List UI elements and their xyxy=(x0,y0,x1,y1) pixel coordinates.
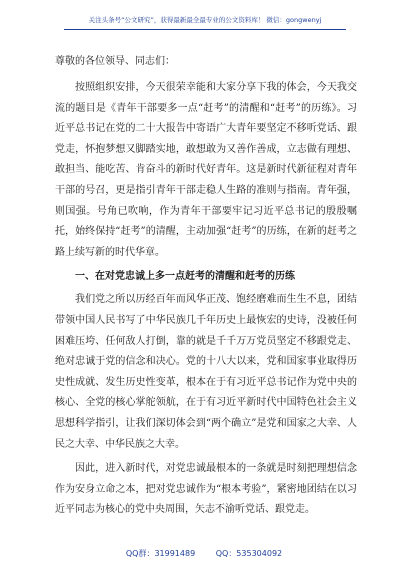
header-banner-text: 关注头条号“公文研究”，获得最新最全最专业的公文资料库！ 微信：gongwenyj xyxy=(88,16,322,24)
header-banner xyxy=(64,12,346,30)
section-paragraph: 因此，进入新时代，对党忠诚最根本的一条就是时刻把理想信念作为安身立命之本，把对党忠诚作为“根本考验”，紧密地团结在以习近平同志为核心的党中央周围，矢志不渝听党话、跟党走。 xyxy=(55,463,357,516)
salutation: 尊敬的各位领导、同志们： xyxy=(55,56,175,67)
footer xyxy=(0,548,408,559)
section-heading: 一、在对党忠诚上多一点赶考的清醒和赶考的历练 xyxy=(75,271,295,283)
document-body xyxy=(55,55,357,525)
section-paragraph: 我们党之所以历经百年而风华正茂、饱经磨难而生生不息，团结带领中国人民书写了中华民族几千年历史上最恢宏的史诗，没被任何困难压垮、任何敌人打倒，靠的就是千千万万党员坚定不移跟党走、绝对忠诚于党的信念和决心。党的十八大以来，党和国家事业取得历史性成就、发生历史性变革，根本在于有习近平总书记作为党中央的核心、全党的核心掌舵领航，在于有习近平新时代中国特色社会主义思想科学指引，让我们深切体会到“两个确立”是党和国家之大幸、人民之大幸、中华民族之大幸。 xyxy=(55,294,357,450)
intro-paragraph: 按照组织安排，今天很荣幸能和大家分享下我的体会，今天我交流的题目是《青年干部要多一点“赶考”的清醒和“赶考”的历练》。习近平总书记在党的二十大报告中寄语广大青年要坚定不移听党话、跟党走，怀抱梦想又脚踏实地，敢想敢为又善作善成，立志做有理想、敢担当、能吃苦、肯奋斗的新时代好青年。这是新时代新征程对青年干部的号召，更是指引青年干部走稳人生路的准则与指南。青年强，则国强。号角已吹响，作为青年干部要牢记习近平总书记的殷殷嘱托，始终保持“赶考”的清醒，主动加强“赶考”的历练，在新的赶考之路上续写新的时代华章。 xyxy=(55,82,357,258)
footer-qq-group: QQ群：31991489 xyxy=(125,549,196,558)
footer-qq: QQ：535304092 xyxy=(215,549,283,558)
